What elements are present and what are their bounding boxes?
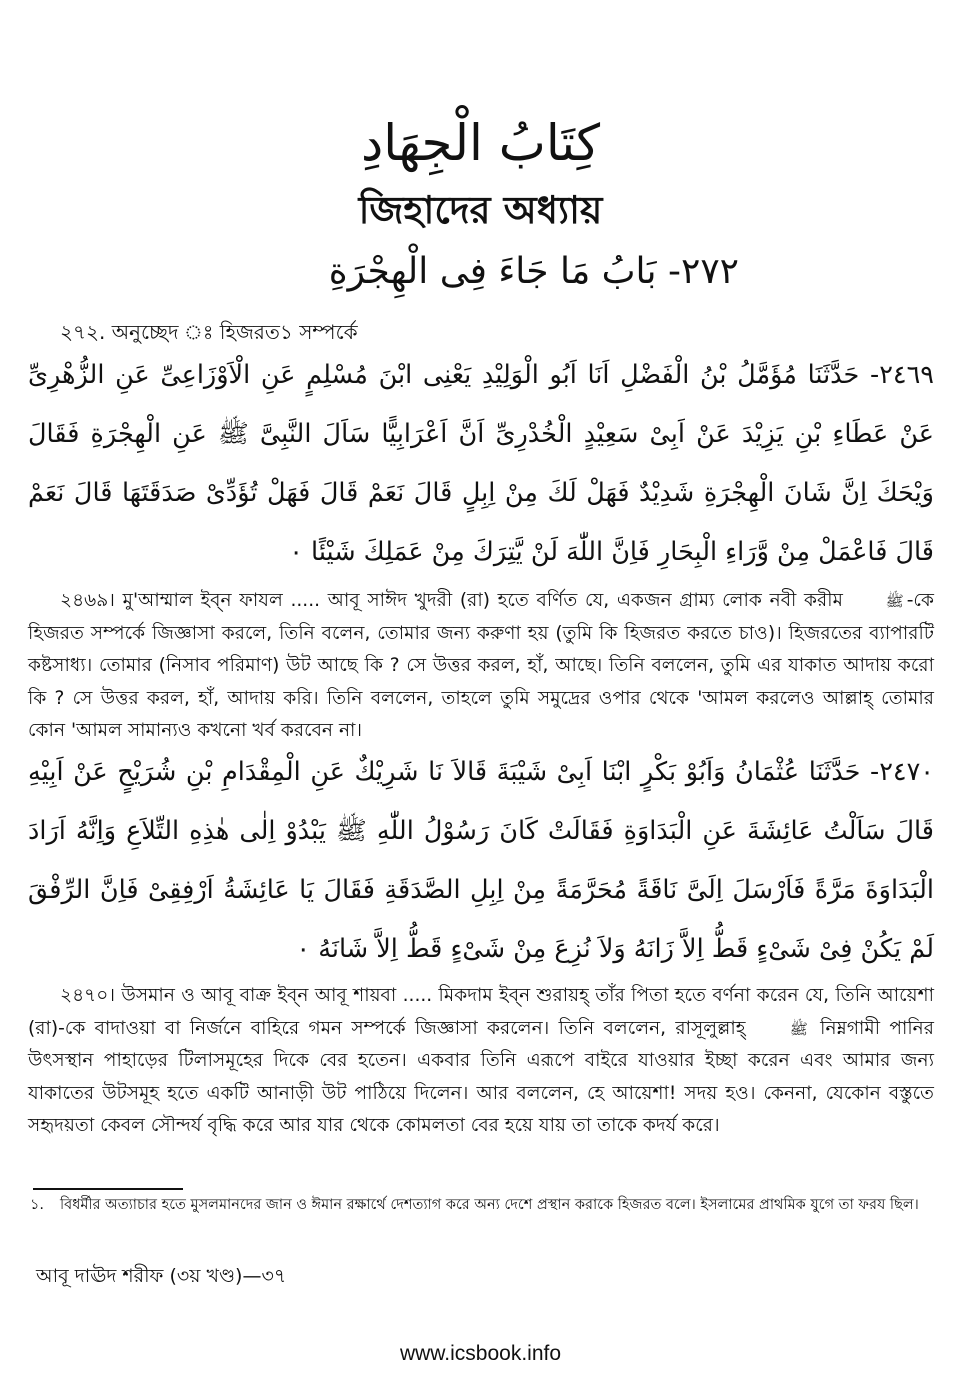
chapter-heading-arabic: ٢٧٢- بَابُ مَا جَاءَ فِى الْهِجْرَةِ [328, 251, 739, 292]
footnote-text: বিধর্মীর অত্যাচার হতে মুসলমানদের জান ও ঈমান রক্ষার্থে দেশত্যাগ করে অন্য দেশে প্রস্থান করাকে হিজরত বলে। ইসলামের প্রাথমিক যুগে তা ফরয ছিল। [60, 1197, 919, 1213]
book-title-arabic: كِتَابُ الْجِهَادِ [360, 114, 601, 172]
chapter-heading-bengali: ২৭২. অনুচ্ছেদ ঃ হিজরত১ সম্পর্কে [60, 320, 358, 344]
footnote [30, 1193, 932, 1217]
hadith-2470-text: ২৪৭০। উসমান ও আবূ বাক্র ইব্ন আবূ শায়বা ..... মিকদাম ইব্ন শুরায়হ্ তাঁর পিতা হতে বর্ণনা করেন যে, তিনি আয়েশা (রা)-কে বাদাওয়া বা নির্জনে বাহিরে গমন সম্পর্কে জিজ্ঞাসা করলেন। তিনি বললেন, রাসূলুল্লাহ্ [28, 985, 934, 1039]
salawat-icon: ﷺ [885, 592, 904, 610]
hadith-2469-arabic: ٢٤٦٩- حَدَّثَنَا مُؤَمَّلُ بْنُ الْفَضْلِ اَنَا اَبُو الْوَلِيْدِ يَعْنِى ابْنَ مُسْلِمٍ عَنِ الْاَوْزَاعِىِّ عَنِ الزُّهْرِىِّ عَنْ عَطَاءِ بْنِ يَزِيْدَ عَنْ اَبِىْ سَعِيْدٍ الْخُدْرِىِّ اَنَّ اَعْرَابِيًّا سَاَلَ النَّبِىَّ ﷺ عَنِ الْهِجْرَةِ فَقَالَ وَيْحَكَ اِنَّ شَانَ الْهِجْرَةِ شَدِيْدٌ فَهَلْ لَكَ مِنْ اِبِلٍ قَالَ نَعَمْ قَالَ فَهَلْ تُؤَدِّىْ صَدَقَتَهَا قَالَ نَعَمْ قَالَ فَاعْمَلْ مِنْ وَّرَاءِ الْبِحَارِ فَاِنَّ اللّٰهَ لَنْ يَّتِرَكَ مِنْ عَمَلِكَ شَيْئًا ٠ [28, 360, 934, 567]
hadith-2470-arabic: ٢٤٧٠- حَدَّثَنَا عُثْمَانُ وَاَبُوْ بَكْرٍ ابْنَا اَبِىْ شَيْبَةَ قَالاَ نَا شَرِيْكٌ عَنِ الْمِقْدَامِ بْنِ شُرَيْحٍ عَنْ اَبِيْهِ قَالَ سَاَلْتُ عَائِشَةَ عَنِ الْبَدَاوَةِ فَقَالَتْ كَانَ رَسُوْلُ اللّٰهِ ﷺ يَبْدُوْ اِلٰى هٰذِهِ التِّلاَعِ وَاِنَّهُ اَرَادَ الْبَدَاوَةَ مَرَّةً فَاَرْسَلَ اِلَىَّ نَاقَةً مُحَرَّمَةً مِنْ اِبِلِ الصَّدَقَةِ فَقَالَ يَا عَائِشَةُ اَرْفِقِىْ فَاِنَّ الرِّفْقَ لَمْ يَكُنْ فِىْ شَىْءٍ قَطُّ اِلاَّ زَانَهُ وَلاَ نُزِعَ مِنْ شَىْءٍ قَطُّ اِلاَّ شَانَهُ ٠ [28, 757, 934, 964]
footnote-divider [33, 1188, 183, 1190]
hadith-2469-text: ২৪৬৯। মু'আম্মাল ইব্ন ফাযল ..... আবূ সাঈদ খুদরী (রা) হতে বর্ণিত যে, একজন গ্রাম্য লোক নবী করীম [60, 590, 843, 611]
salawat-icon: ﷺ [789, 1019, 808, 1038]
website-link[interactable]: www.icsbook.info [399, 1342, 562, 1365]
page-footer: আবূ দাঊদ শরীফ (৩য় খণ্ড)—৩৭ [36, 1265, 287, 1287]
book-title-bengali: জিহাদের অধ্যায় [358, 188, 603, 232]
hadith-2470-text-cont: নিম্নগামী পানির উৎসস্থান পাহাড়ের টিলাসমূহের দিকে বের হতেন। একবার তিনি এরূপে বাইরে যাওয়ার ইচ্ছা করেন এবং আমার জন্য যাকাতের উটসমূহ হতে একটি আনাড়ী উট পাঠিয়ে দিলেন। আর বললেন, হে আয়েশা! সদয় হও। কেননা, যেকোন বস্তুতে সহৃদয়তা কেবল সৌন্দর্য বৃদ্ধি করে আর যার থেকে কোমলতা বের হয়ে যায় তা তাকে কদর্য করে। [28, 1017, 934, 1136]
hadith-2469-text-cont: -কে হিজরত সম্পর্কে জিজ্ঞাসা করলে, তিনি বলেন, তোমার জন্য করুণা হয় (তুমি কি হিজরত করতে চাও)। হিজরতের ব্যাপারটি কষ্টসাধ্য। তোমার (নিসাব পরিমাণ) উট আছে কি ? সে উত্তর করল, হাঁ, আছে। তিনি বললেন, তুমি এর যাকাত আদায় করো কি ? সে উত্তর করল, হাঁ, আদায় করি। তিনি বললেন, তাহলে তুমি সমুদ্রের ওপার থেকে 'আমল করলেও আল্লাহ্ তোমার কোন 'আমল সামান্যও কখনো খর্ব করবেন না। [28, 590, 934, 741]
footnote-number: ১. [30, 1197, 45, 1213]
hadith-2470-translation [28, 980, 934, 1143]
hadith-2469-translation [28, 585, 934, 748]
